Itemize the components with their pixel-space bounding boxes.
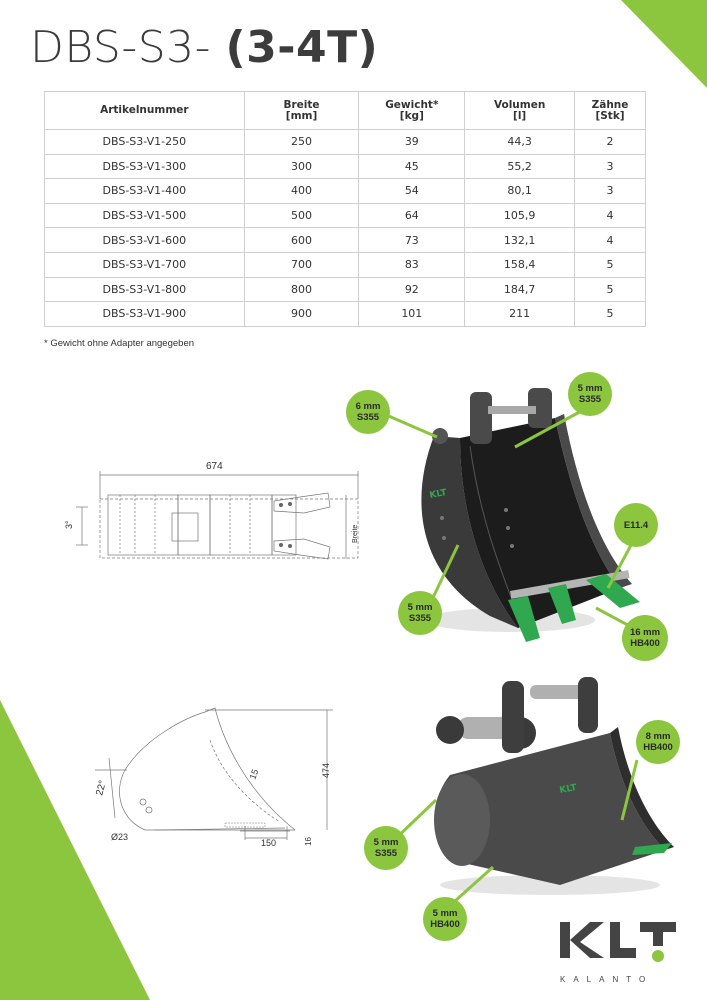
- cell-gewicht: 64: [359, 203, 465, 228]
- cell-volumen: 132,1: [465, 228, 575, 253]
- cell-zaehne: 4: [575, 228, 646, 253]
- cell-gewicht: 73: [359, 228, 465, 253]
- cell-volumen: 184,7: [465, 277, 575, 302]
- width-674-label: 674: [206, 461, 223, 472]
- title-bold: (3-4T): [225, 22, 379, 73]
- cell-zaehne: 5: [575, 302, 646, 327]
- header-gewicht: Gewicht* [kg]: [359, 92, 465, 130]
- weight-footnote: * Gewicht ohne Adapter angegeben: [44, 338, 195, 349]
- callout-6mm-s355: 6 mm S355: [346, 390, 390, 434]
- cell-artikel: DBS-S3-V1-700: [45, 252, 245, 277]
- callout-5mm-s355-side: 5 mm S355: [398, 591, 442, 635]
- cell-gewicht: 54: [359, 179, 465, 204]
- cell-zaehne: 2: [575, 130, 646, 155]
- cell-zaehne: 3: [575, 179, 646, 204]
- callout-5mm-s355-top: 5 mm S355: [568, 372, 612, 416]
- cell-artikel: DBS-S3-V1-300: [45, 154, 245, 179]
- base-150-label: 150: [261, 838, 277, 848]
- cell-volumen: 105,9: [465, 203, 575, 228]
- cell-breite: 700: [244, 252, 359, 277]
- cell-artikel: DBS-S3-V1-250: [45, 130, 245, 155]
- angle-3-label: 3°: [64, 520, 74, 529]
- svg-text:KLT: KLT: [428, 488, 448, 501]
- tip-16-label: 16: [304, 837, 313, 846]
- cell-volumen: 44,3: [465, 130, 575, 155]
- thickness-15-label: 15: [247, 767, 261, 781]
- cell-breite: 250: [244, 130, 359, 155]
- klt-logo-mark: [560, 918, 680, 968]
- breite-label: Breite: [352, 524, 359, 543]
- cell-gewicht: 101: [359, 302, 465, 327]
- cell-breite: 800: [244, 277, 359, 302]
- callout-e11-4: E11.4: [614, 503, 658, 547]
- cell-volumen: 211: [465, 302, 575, 327]
- kalanto-logo: [560, 918, 680, 984]
- cell-gewicht: 92: [359, 277, 465, 302]
- cell-artikel: DBS-S3-V1-400: [45, 179, 245, 204]
- header-volumen: Volumen [l]: [465, 92, 575, 130]
- callout-5mm-hb400: 5 mm HB400: [423, 897, 467, 941]
- cell-gewicht: 83: [359, 252, 465, 277]
- hole-23-label: Ø23: [111, 832, 129, 842]
- cell-artikel: DBS-S3-V1-600: [45, 228, 245, 253]
- cell-volumen: 158,4: [465, 252, 575, 277]
- cell-artikel: DBS-S3-V1-500: [45, 203, 245, 228]
- cell-breite: 600: [244, 228, 359, 253]
- cell-gewicht: 39: [359, 130, 465, 155]
- callout-8mm-hb400: 8 mm HB400: [636, 720, 680, 764]
- cell-volumen: 80,1: [465, 179, 575, 204]
- cell-gewicht: 45: [359, 154, 465, 179]
- cell-artikel: DBS-S3-V1-900: [45, 302, 245, 327]
- header-zaehne: Zähne [Stk]: [575, 92, 646, 130]
- cell-breite: 900: [244, 302, 359, 327]
- height-474-label: 474: [321, 762, 331, 778]
- logo-subtitle: KALANTO: [560, 975, 654, 984]
- callout-16mm-hb400: 16 mm HB400: [622, 615, 668, 661]
- callout-5mm-s355-bucket2: 5 mm S355: [364, 826, 408, 870]
- cell-zaehne: 3: [575, 154, 646, 179]
- header-breite: Breite [mm]: [244, 92, 359, 130]
- cell-breite: 400: [244, 179, 359, 204]
- cell-breite: 300: [244, 154, 359, 179]
- cell-zaehne: 5: [575, 277, 646, 302]
- cell-zaehne: 5: [575, 252, 646, 277]
- cell-artikel: DBS-S3-V1-800: [45, 277, 245, 302]
- header-artikelnummer: Artikelnummer: [45, 92, 245, 130]
- title-light: DBS-S3-: [30, 22, 212, 73]
- cell-breite: 500: [244, 203, 359, 228]
- cell-volumen: 55,2: [465, 154, 575, 179]
- cell-zaehne: 4: [575, 203, 646, 228]
- angle-22-label: 22°: [94, 779, 109, 797]
- svg-text:KLT: KLT: [558, 783, 578, 796]
